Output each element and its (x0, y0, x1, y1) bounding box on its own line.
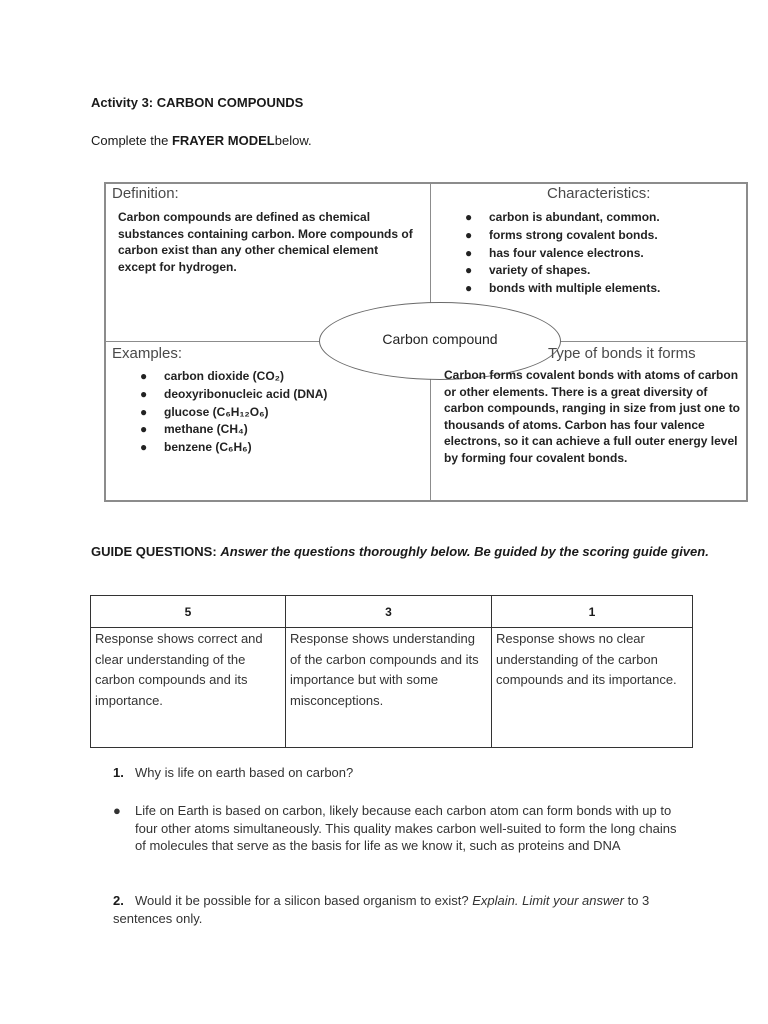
example-text: methane (CH₄) (164, 422, 248, 437)
bullet-icon: ● (465, 263, 473, 278)
question-text: Why is life on earth based on carbon? (135, 765, 354, 780)
frayer-divider (560, 341, 747, 342)
scoring-rubric-table (90, 595, 693, 748)
bullet-icon: ● (140, 440, 148, 455)
question-emphasis: Explain. Limit your answer (472, 893, 624, 908)
rubric-cell: Response shows no clear understanding of the carbon compounds and its importance. (492, 628, 693, 748)
question-1 (113, 765, 353, 780)
bond-type-heading: Type of bonds it forms (548, 345, 696, 362)
list-item (465, 227, 745, 245)
instruction-text (91, 133, 312, 148)
answer-text: Life on Earth is based on carbon, likely because each carbon atom can form bonds with up to four other atoms simultaneously. This quality makes carbon well-suited to form the long chains of molecules that serve as the basis for life as we know it, such as proteins and DNA (135, 803, 677, 853)
list-item (465, 280, 745, 298)
rubric-cell: Response shows correct and clear understanding of the carbon compounds and its importance. (91, 628, 286, 748)
rubric-header: 1 (492, 596, 693, 628)
bullet-icon: ● (140, 386, 148, 401)
example-text: deoxyribonucleic acid (DNA) (164, 386, 328, 401)
question-suffix: to 3 sentences only. (113, 893, 650, 926)
bullet-icon: ● (113, 803, 121, 818)
list-item (465, 245, 745, 263)
characteristic-text: variety of shapes. (489, 263, 591, 278)
center-label: Carbon compound (382, 331, 498, 347)
activity-title: Activity 3: CARBON COMPOUNDS (91, 95, 304, 110)
characteristic-text: bonds with multiple elements. (489, 281, 661, 296)
list-item (465, 209, 745, 227)
table-row (91, 628, 693, 748)
bullet-icon: ● (465, 245, 473, 260)
question-2 (113, 892, 673, 928)
characteristics-heading: Characteristics: (547, 185, 651, 202)
examples-list (140, 368, 420, 457)
example-text: glucose (C₆H₁₂O₆) (164, 404, 269, 419)
question-text: Would it be possible for a silicon based organism to exist? (135, 893, 469, 908)
question-number: 2. (113, 893, 124, 908)
bullet-icon: ● (465, 281, 473, 296)
list-item (140, 421, 420, 439)
list-item (140, 368, 420, 386)
question-number: 1. (113, 765, 124, 780)
list-item (140, 404, 420, 422)
characteristic-text: has four valence electrons. (489, 245, 644, 260)
list-item (465, 262, 745, 280)
example-text: carbon dioxide (CO₂) (164, 369, 285, 383)
example-text: benzene (C₆H₆) (164, 440, 252, 455)
characteristic-text: forms strong covalent bonds. (489, 227, 658, 242)
bullet-icon: ● (465, 227, 473, 242)
list-item (140, 439, 420, 457)
characteristics-list (465, 209, 745, 298)
rubric-cell: Response shows understanding of the carbon compounds and its importance but with some misconceptions. (286, 628, 492, 748)
bullet-icon: ● (140, 422, 148, 437)
instruction-emphasis: FRAYER MODEL (171, 133, 275, 148)
guide-instruction: Answer the questions thoroughly below. Be guided by the scoring guide given. (220, 544, 709, 559)
frayer-divider (430, 183, 431, 313)
rubric-header: 5 (91, 596, 286, 628)
list-item (140, 386, 420, 404)
bullet-icon: ● (140, 369, 148, 383)
definition-heading: Definition: (112, 185, 179, 202)
bond-type-text: Carbon forms covalent bonds with atoms of carbon or other elements. There is a great diversity of carbon compounds, ranging in size from just one to thousands of atoms. Carbon has four valence electrons, so it can achieve a full outer energy level by forming four covalent bonds. (444, 368, 741, 465)
definition-text: Carbon compounds are defined as chemical substances containing carbon. More compounds of carbon exist than any other chemical element except for hydrogen. (118, 210, 413, 274)
bullet-icon: ● (465, 210, 473, 224)
instruction-suffix: below. (274, 133, 312, 148)
table-header-row (91, 596, 693, 628)
guide-label: GUIDE QUESTIONS: (91, 544, 217, 559)
rubric-header: 3 (286, 596, 492, 628)
bullet-icon: ● (140, 404, 148, 419)
guide-questions-heading (91, 543, 731, 560)
examples-heading: Examples: (112, 345, 183, 362)
instruction-prefix: Complete the (91, 133, 172, 148)
answer-1 (113, 802, 683, 855)
frayer-divider (105, 341, 320, 342)
characteristic-text: carbon is abundant, common. (489, 210, 660, 224)
